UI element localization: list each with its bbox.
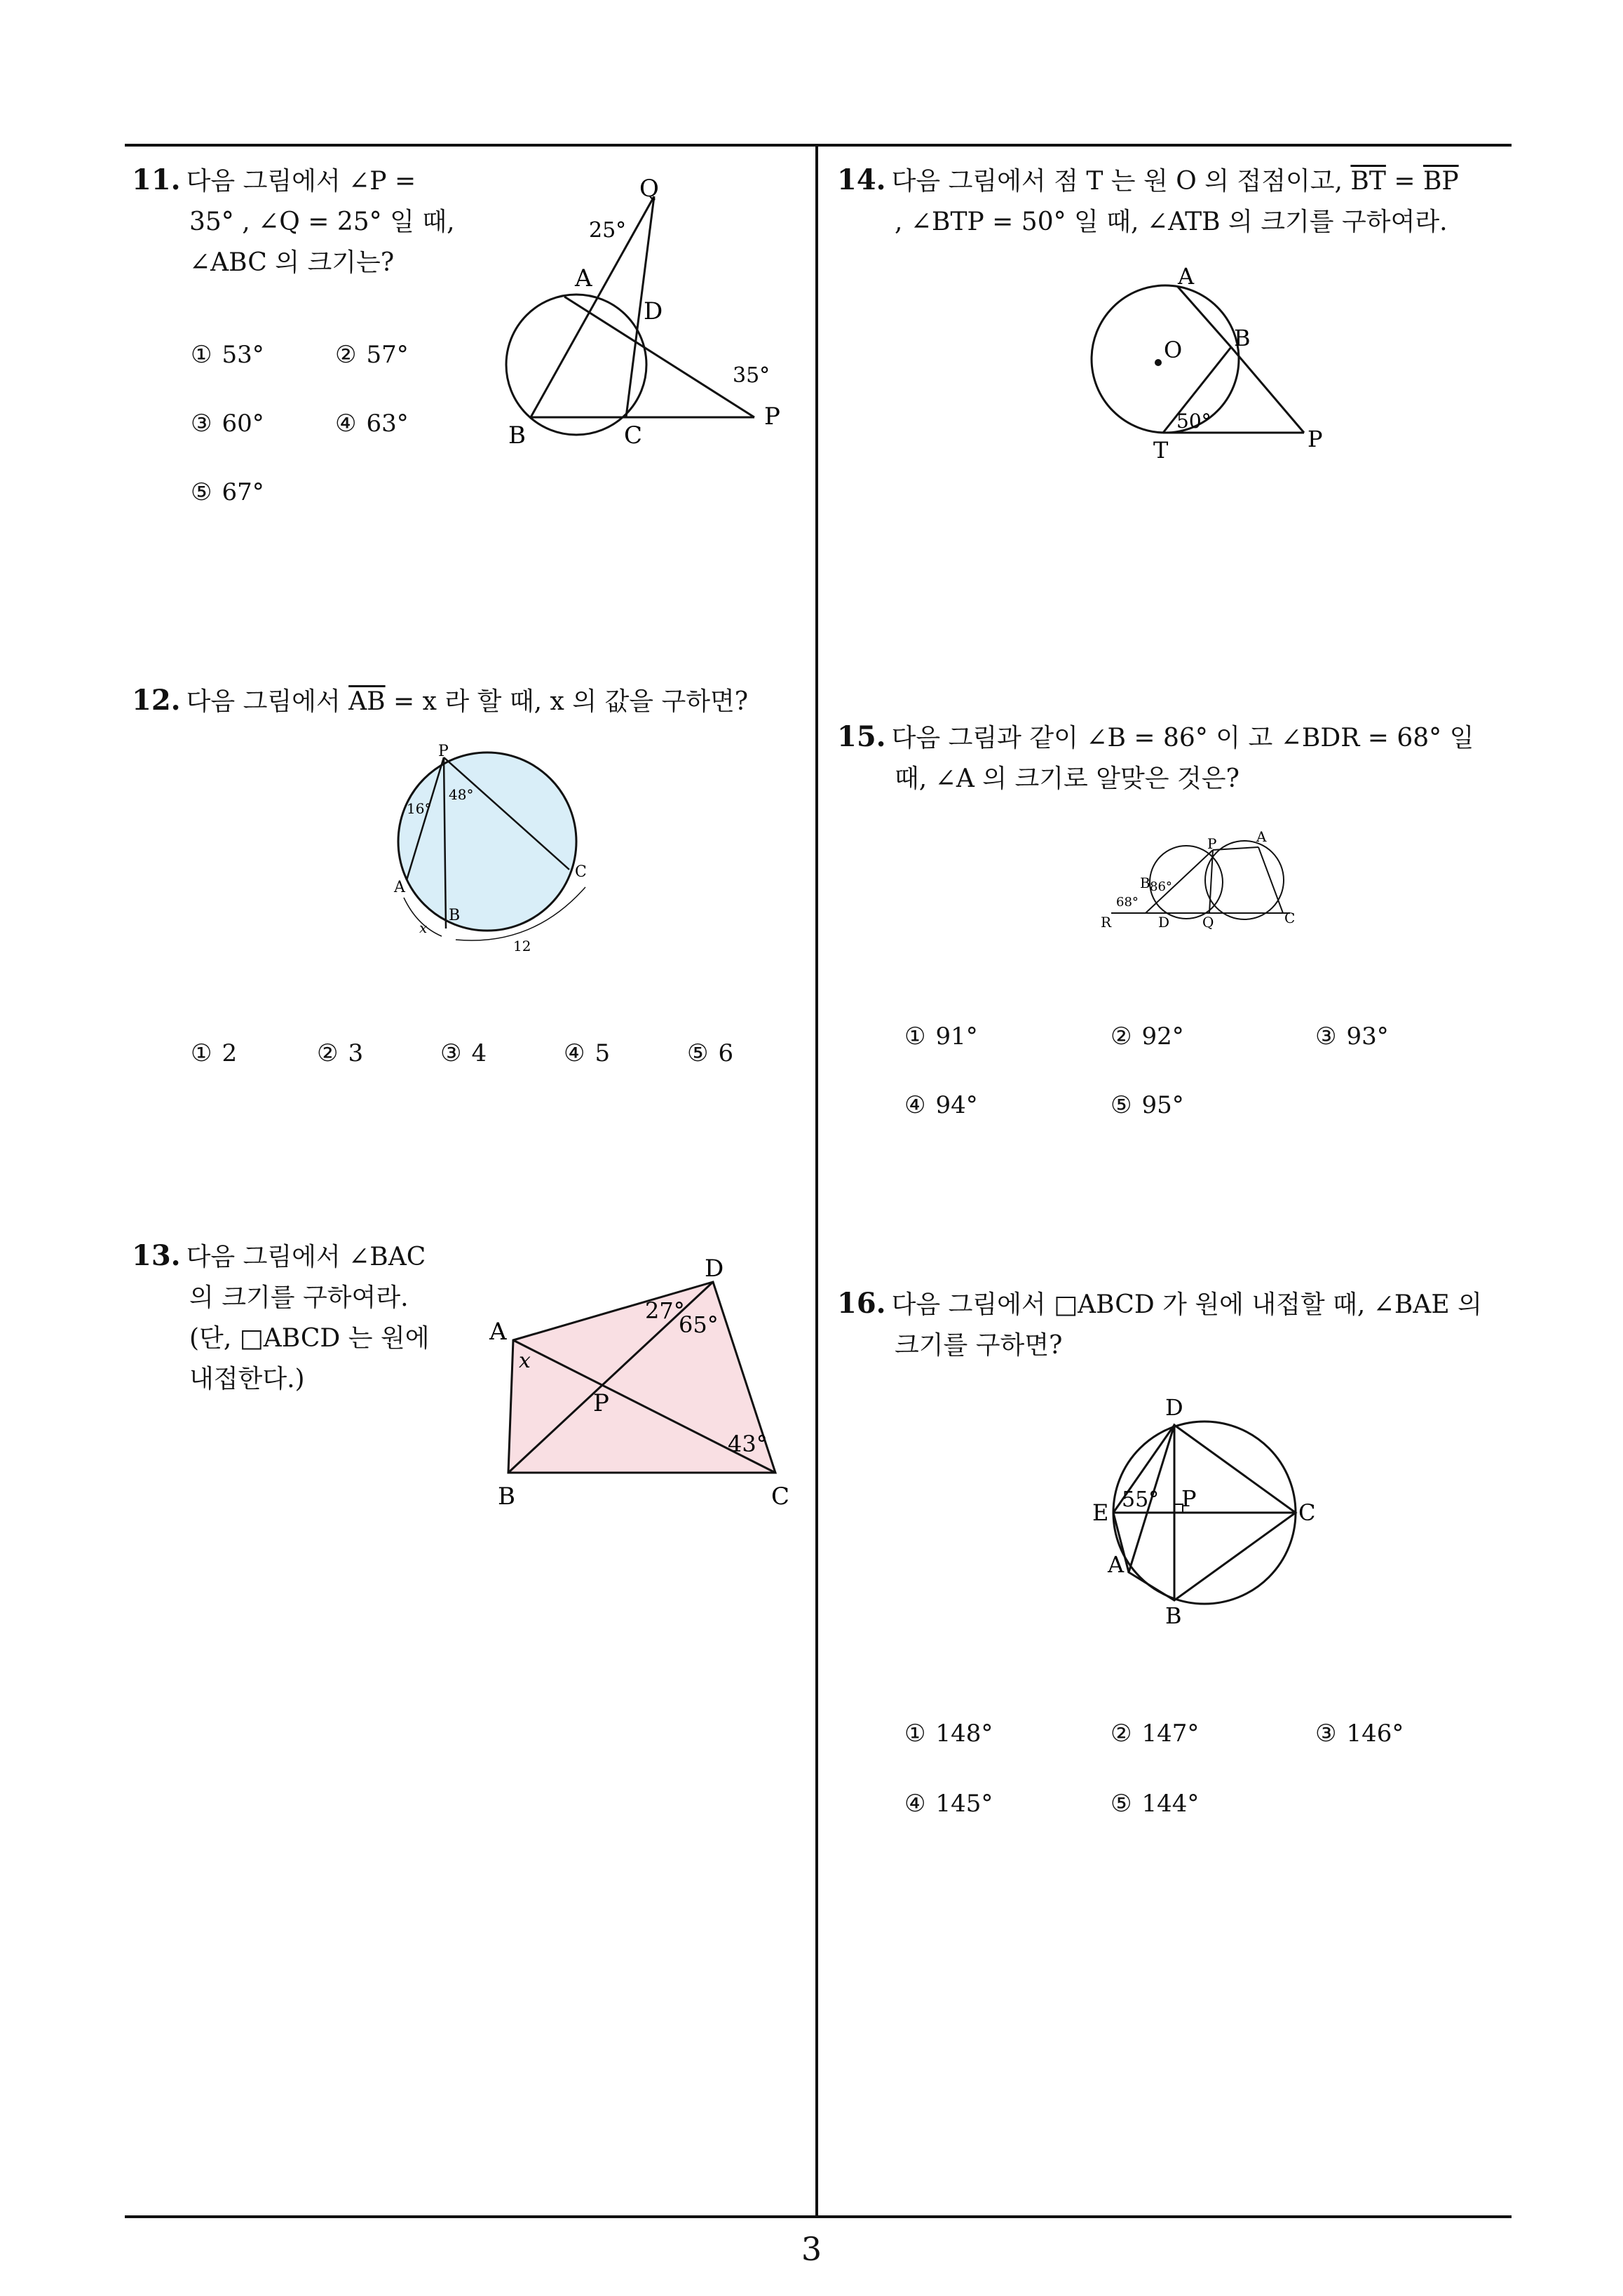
label-p: P (1181, 1485, 1197, 1512)
question-11 (132, 160, 455, 283)
question-14-figure (1066, 263, 1360, 473)
choice-1[interactable]: ① 53° (191, 341, 264, 369)
label-b: B (498, 1483, 515, 1511)
question-13-line-1: 13. 다음 그림에서 ∠BAC (132, 1239, 426, 1272)
question-15-number: 15. (837, 720, 886, 753)
label-b: B (1165, 1602, 1182, 1629)
angle-55: 55° (1122, 1487, 1160, 1512)
question-16-figure (1087, 1389, 1325, 1641)
label-d: D (1158, 914, 1170, 931)
label-o: O (1164, 337, 1183, 363)
question-16-number: 16. (837, 1287, 886, 1320)
label-r: R (1101, 914, 1112, 931)
choice-3[interactable]: ③ 146° (1315, 1720, 1404, 1748)
question-16 (837, 1283, 1482, 1366)
choice-2[interactable]: ② 57° (335, 341, 409, 369)
angle-p: 35° (733, 363, 770, 388)
question-13-number: 13. (132, 1239, 181, 1272)
angle-86: 86° (1150, 879, 1172, 894)
label-c: C (771, 1483, 790, 1511)
label-a: A (1178, 263, 1195, 290)
label-t: T (1153, 437, 1169, 464)
label-d: D (1165, 1394, 1183, 1421)
choice-2[interactable]: ② 147° (1111, 1720, 1200, 1748)
question-11-figure (491, 168, 799, 449)
label-b: B (1234, 325, 1251, 351)
choice-1[interactable]: ① 2 (191, 1039, 238, 1067)
question-13 (132, 1236, 429, 1400)
choice-4[interactable]: ④ 94° (904, 1091, 978, 1119)
bottom-rule (125, 2215, 1512, 2218)
question-15 (837, 717, 1474, 799)
question-12-figure (379, 736, 617, 961)
label-c: C (624, 421, 643, 449)
label-p: P (438, 743, 449, 760)
question-13-line-3: (단, □ABCD 는 원에 (189, 1324, 430, 1353)
label-c: C (1298, 1499, 1316, 1526)
label-p: P (764, 403, 780, 431)
label-a: A (489, 1318, 507, 1346)
choice-5[interactable]: ⑤ 144° (1111, 1790, 1200, 1818)
segment-bp: $\overline{BP}$ (1422, 167, 1459, 196)
column-divider (815, 144, 818, 2218)
question-14-number: 14. (837, 163, 886, 196)
arc-ab: $\overline{AB}$ (348, 687, 386, 716)
label-p: P (1308, 426, 1323, 452)
label-e: E (1092, 1499, 1109, 1526)
question-11-line-2: 35° , ∠Q = 25° 일 때, (189, 208, 455, 236)
question-15-line-2: 때, ∠A 의 크기로 알맞은 것은? (895, 764, 1240, 793)
choice-5[interactable]: ⑤ 6 (687, 1039, 734, 1067)
question-13-figure (484, 1248, 806, 1515)
choice-2[interactable]: ② 92° (1111, 1022, 1184, 1051)
label-p: P (1207, 835, 1217, 852)
question-15-line-1: 15. 다음 그림과 같이 ∠B = 86° 이 고 ∠BDR = 68° 일 (837, 720, 1474, 753)
angle-q: 25° (589, 218, 627, 243)
label-a: A (1256, 828, 1267, 845)
choice-2[interactable]: ② 3 (317, 1039, 364, 1067)
label-b: B (1140, 874, 1150, 891)
label-q: Q (1202, 914, 1214, 931)
label-12: 12 (513, 938, 531, 954)
label-b: B (508, 421, 526, 449)
choice-1[interactable]: ① 148° (904, 1720, 993, 1748)
angle-50: 50° (1176, 410, 1211, 433)
choice-4[interactable]: ④ 145° (904, 1790, 993, 1818)
label-b: B (449, 907, 461, 924)
question-14-line-2: , ∠BTP = 50° 일 때, ∠ATB 의 크기를 구하여라. (895, 208, 1448, 236)
question-14 (837, 160, 1459, 243)
angle-16: 16° (407, 800, 432, 817)
question-12-line-1: 12. 다음 그림에서 $\overline{AB} = x$ 라 할 때, x 의 값을 구하면? (132, 684, 749, 717)
angle-68: 68° (1116, 895, 1139, 910)
choice-4[interactable]: ④ 63° (335, 410, 409, 438)
label-a: A (394, 879, 405, 896)
question-11-number: 11. (132, 163, 181, 196)
label-x: x (419, 919, 428, 936)
label-d: D (644, 297, 663, 325)
question-12 (132, 680, 748, 722)
label-c: C (575, 863, 587, 881)
label-q: Q (639, 175, 659, 203)
choice-3[interactable]: ③ 93° (1315, 1022, 1389, 1051)
question-13-line-2: 의 크기를 구하여라. (189, 1283, 409, 1312)
angle-27: 27° (645, 1297, 685, 1324)
choice-5[interactable]: ⑤ 95° (1111, 1091, 1184, 1119)
choice-3[interactable]: ③ 4 (440, 1039, 487, 1067)
top-rule (125, 144, 1512, 147)
label-c: C (1284, 910, 1296, 926)
question-11-line-1: 11. 다음 그림에서 ∠P = (132, 163, 416, 196)
question-16-line-1: 16. 다음 그림에서 □ABCD 가 원에 내접할 때, ∠BAE 의 (837, 1287, 1482, 1320)
page-number: 3 (801, 2230, 822, 2268)
label-p: P (593, 1389, 609, 1417)
choice-1[interactable]: ① 91° (904, 1022, 978, 1051)
question-14-line-1: 14. 다음 그림에서 점 T 는 원 O 의 접점이고, $\overline{BT} = \overline{BP}$ (837, 163, 1459, 196)
question-12-number: 12. (132, 684, 181, 717)
question-15-figure (1101, 821, 1311, 940)
label-d: D (705, 1255, 724, 1283)
question-11-line-3: ∠ABC 의 크기는? (189, 248, 395, 277)
segment-bt: $\overline{BT}$ (1350, 167, 1386, 196)
label-a: A (1108, 1551, 1125, 1578)
choice-5[interactable]: ⑤ 67° (191, 478, 264, 506)
question-16-line-2: 크기를 구하면? (895, 1331, 1063, 1360)
label-x: x (519, 1349, 531, 1373)
angle-65: 65° (679, 1311, 719, 1338)
angle-43: 43° (728, 1431, 768, 1457)
label-a: A (575, 264, 592, 292)
question-13-line-4: 내접한다.) (189, 1365, 305, 1393)
choice-4[interactable]: ④ 5 (564, 1039, 611, 1067)
choice-3[interactable]: ③ 60° (191, 410, 264, 438)
angle-48: 48° (449, 786, 474, 803)
